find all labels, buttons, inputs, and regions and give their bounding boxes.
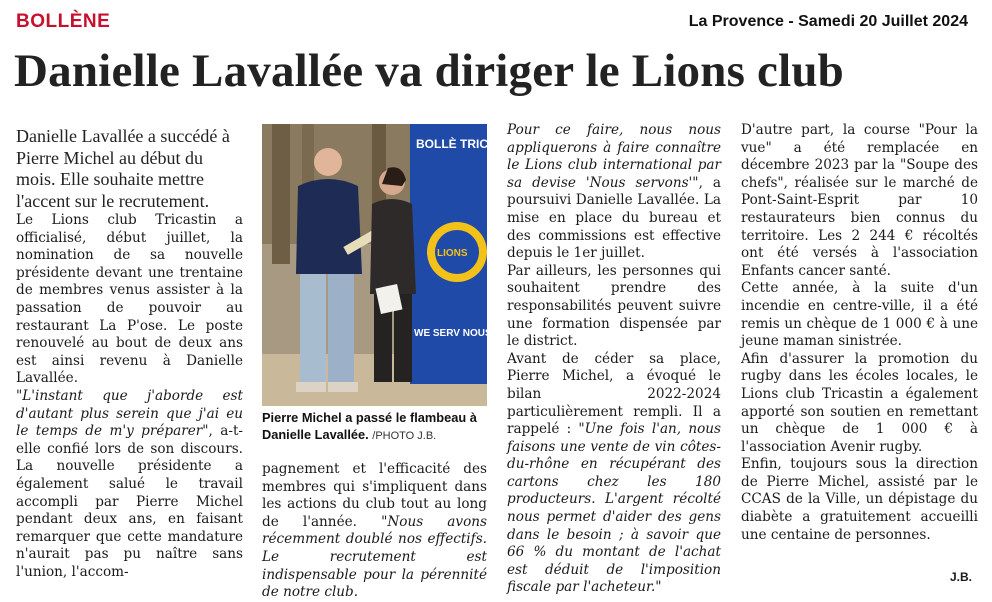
publication-source: La Provence - Samedi 20 Juillet 2024 <box>688 13 968 30</box>
quote-1: "L'instant que j'aborde est d'autant plus serein que j'ai eu le temps de m'y préparer" <box>16 387 243 440</box>
column-1-paragraph-2-text: , a-t-elle confié lors de son discours. La nouvelle présidente a également salué le travail accompli par Pierre Michel pendant deux ans, en faisant remarquer que cette mandature n'aurait pas pu naître sans l'union, l'accom- <box>16 423 243 580</box>
section-kicker: BOLLÈNE <box>16 11 111 32</box>
column-2-text: pagnement et l'efficacité des membres qui s'impliquent dans les actions du club tout au long de l'année. <box>262 461 487 530</box>
photo-credit: /PHOTO J.B. <box>372 430 437 442</box>
column-3-paragraph-3-text: Avant de céder sa place, Pierre Michel, a évoqué le bilan 2022-2024 particulièrement rempli. Il a rappelé : <box>507 350 721 438</box>
column-1-paragraph-1: Le Lions club Tricastin a officialisé, début juillet, la nomination de sa nouvelle présidente devant une trentaine de membres venus assister à la passation de pouvoir au restaurant La P'ose. Le poste renouvelé au bout de deux ans est ainsi revenu à Danielle Lavallée. <box>16 212 243 387</box>
photo-caption <box>262 409 487 445</box>
column-3-paragraph-1-text: , a poursuivi Danielle Lavallée. La mise en place du bureau et des commissions est effective depuis le 1er juillet. <box>507 174 721 262</box>
article-column-2 <box>262 461 487 602</box>
column-4-paragraph-2: Cette année, à la suite d'un incendie en centre-ville, il a été remis un chèque de 1 000 € à une jeune maman sinistrée. <box>741 280 978 350</box>
quote-2: "Nous avons récemment doublé nos effectifs. Le recrutement est indispensable pour la pérennité de notre club. <box>262 513 487 601</box>
article-column-4 <box>741 122 978 544</box>
quote-4: "Une fois l'an, nous faisons une vente de vin côtes-du-rhône en récupérant des cartons chez les 180 producteurs. L'argent récolté nous permet d'aider des gens dans le besoin ; à savoir que 66 % du montant de l'achat est déduit de l'imposition fiscale par l'acheteur." <box>507 421 721 596</box>
banner-text-top: BOLLÈ TRICAST <box>416 137 512 151</box>
column-4-paragraph-3: Afin d'assurer la promotion du rugby dans les écoles locales, le Lions club Tricastin a également apporté son soutien en remettant un chèque de 1 000 € à l'association Avenir rugby. <box>741 350 978 455</box>
article-photo <box>262 124 522 406</box>
article-headline: Danielle Lavallée va diriger le Lions club <box>14 45 845 97</box>
column-4-paragraph-4: Enfin, toujours sous la direction de Pierre Michel, assisté par le CCAS de la Ville, un dépistage du diabète a gratuitement accueilli une centaine de personnes. <box>741 456 978 543</box>
column-3-paragraph-2: Par ailleurs, les personnes qui souhaitent prendre des responsabilités peuvent suivre une formation dispensée par le district. <box>507 262 721 350</box>
column-3-paragraph-1 <box>507 122 721 263</box>
column-1-paragraph-2 <box>16 388 243 582</box>
article-lead: Danielle Lavallée a succédé à Pierre Michel au début du mois. Elle souhaite mettre l'accent sur le recrutement. <box>16 126 230 211</box>
photo-illustration <box>262 124 522 406</box>
quote-3: Pour ce faire, nous nous appliquerons à faire connaître le Lions club international par sa devise 'Nous servons'" <box>507 122 721 191</box>
article-column-1 <box>16 126 243 581</box>
column-3-paragraph-3 <box>507 351 721 597</box>
column-4-paragraph-1: D'autre part, la course "Pour la vue" a été remplacée en décembre 2023 par la "Soupe des chefs", réalisée sur le marché de Pont-Saint-Esprit par 10 restaurateurs bien connus du territoire. Les 2 244 € récoltés ont été versés à l'association Enfants cancer santé. <box>741 122 978 279</box>
banner-text-bottom: WE SERV NOUS SERV <box>414 328 522 339</box>
column-2-paragraph-1 <box>262 461 487 602</box>
article-column-3 <box>507 122 721 597</box>
author-signature: J.B. <box>949 570 972 584</box>
banner-logo: LIONS <box>437 248 468 259</box>
caption-text: Pierre Michel a passé le flambeau à Danielle Lavallée. <box>262 410 477 442</box>
